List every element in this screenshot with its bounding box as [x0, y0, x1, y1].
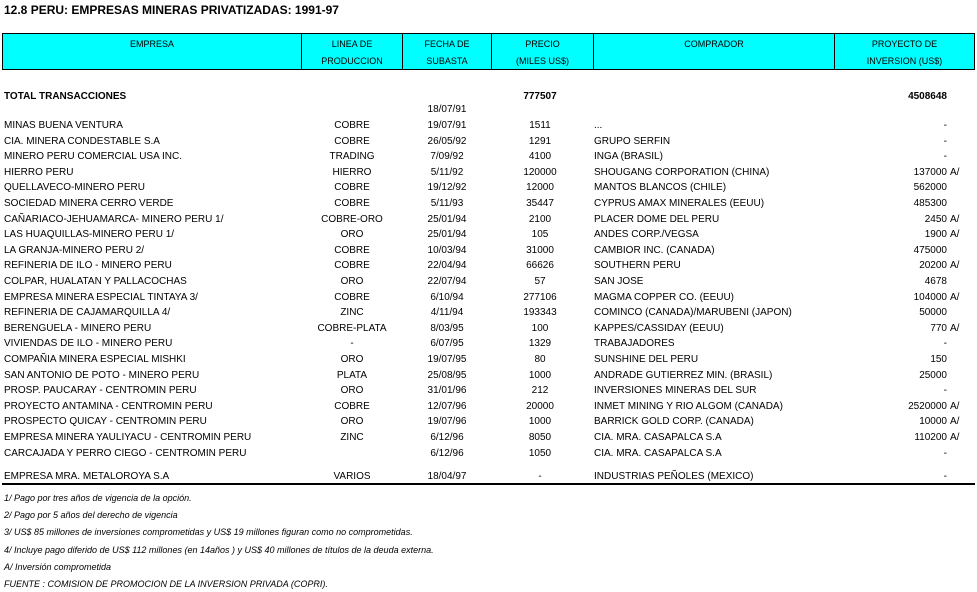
precio-cell: 12000	[526, 182, 554, 194]
inversion-cell: -	[943, 385, 947, 397]
comprador-cell: SAN JOSE	[594, 276, 644, 287]
empresa-cell: SAN ANTONIO DE POTO - MINERO PERU	[4, 369, 200, 381]
inversion-note-cell: A/	[950, 213, 960, 225]
table-row	[0, 400, 977, 413]
precio-cell: 193343	[523, 307, 557, 319]
comprador-cell: INMET MINING Y RIO ALGOM (CANADA)	[594, 400, 783, 412]
header-inversion: PROYECTO DE INVERSION (US$)	[866, 39, 943, 66]
fecha-cell: 10/03/94	[427, 244, 467, 256]
footnote: 3/ US$ 85 millones de inversiones comprometidas y US$ 19 millones figuran como no comprometidas.	[4, 527, 413, 538]
table-row	[0, 135, 977, 148]
comprador-cell: CIA. MRA. CASAPALCA S.A	[594, 447, 722, 459]
precio-cell: 1000	[528, 416, 552, 428]
comprador-cell: BARRICK GOLD CORP. (CANADA)	[594, 416, 754, 428]
footnote: A/ Inversión comprometida	[4, 561, 112, 572]
table-header	[2, 33, 975, 70]
table-row	[0, 244, 977, 257]
inversion-cell: 475000	[913, 244, 947, 256]
table-row	[0, 291, 977, 304]
empresa-cell: CIA. MINERA CONDESTABLE S.A	[4, 135, 160, 147]
linea-cell: COBRE	[334, 291, 370, 303]
table-row	[0, 150, 977, 163]
precio-cell: -	[538, 471, 542, 482]
linea-cell: COBRE-PLATA	[317, 322, 387, 334]
empresa-cell: REFINERIA DE ILO - MINERO PERU	[4, 260, 172, 272]
fecha-cell: 25/01/94	[427, 229, 467, 241]
table-row	[0, 119, 977, 132]
footnote: FUENTE : COMISION DE PROMOCION DE LA INVERSION PRIVADA (COPRI).	[4, 579, 328, 589]
inversion-cell: 485300	[913, 198, 947, 209]
total-label: TOTAL TRANSACCIONES	[4, 91, 127, 102]
linea-cell: -	[350, 338, 354, 350]
linea-cell: ORO	[340, 416, 364, 428]
linea-cell: ORO	[340, 354, 364, 365]
linea-cell: ZINC	[340, 432, 364, 443]
empresa-cell: COLPAR, HUALATAN Y PALLACOCHAS	[4, 276, 187, 287]
linea-cell: COBRE	[334, 135, 370, 147]
comprador-cell: INDUSTRIAS PEÑOLES (MEXICO)	[594, 471, 754, 482]
precio-cell: 120000	[523, 166, 557, 178]
inversion-cell: -	[943, 471, 947, 482]
empresa-cell: PROSPECTO QUICAY - CENTROMIN PERU	[4, 416, 207, 428]
linea-cell: COBRE	[334, 400, 370, 412]
inversion-cell: 2520000	[908, 400, 947, 412]
comprador-cell: SHOUGANG CORPORATION (CHINA)	[594, 166, 770, 178]
table-row	[0, 447, 977, 460]
fecha-cell: 6/07/95	[430, 338, 464, 350]
inversion-cell: 137000	[913, 166, 947, 178]
empresa-cell: SOCIEDAD MINERA CERRO VERDE	[4, 198, 174, 209]
comprador-cell: PLACER DOME DEL PERU	[594, 213, 720, 225]
inversion-note-cell: A/	[950, 291, 960, 303]
footnote: 2/ Pago por 5 años del derecho de vigencia	[4, 510, 178, 521]
fecha-cell: 5/11/92	[430, 166, 464, 178]
precio-cell: 1291	[528, 135, 552, 147]
precio-cell: 100	[531, 322, 549, 334]
empresa-cell: EMPRESA MRA. METALOROYA S.A	[4, 471, 170, 482]
precio-cell: 20000	[526, 400, 554, 412]
fecha-cell: 31/01/96	[427, 385, 467, 397]
comprador-cell: TRABAJADORES	[594, 338, 675, 350]
table-row	[0, 306, 977, 319]
fecha-cell: 19/07/95	[427, 354, 467, 365]
inversion-cell: -	[943, 338, 947, 350]
linea-cell: COBRE	[334, 260, 370, 272]
precio-cell: 277106	[523, 291, 557, 303]
precio-cell: 105	[531, 229, 549, 241]
table-row	[0, 228, 977, 241]
fecha-cell: 26/05/92	[427, 135, 467, 147]
precio-cell: 57	[534, 276, 546, 287]
inversion-cell: 4678	[924, 276, 947, 287]
table-row	[0, 181, 977, 194]
empresa-cell: PROSP. PAUCARAY - CENTROMIN PERU	[4, 385, 197, 397]
fecha-cell: 25/08/95	[427, 369, 467, 381]
comprador-cell: ANDES CORP./VEGSA	[594, 229, 699, 241]
fecha-cell: 22/04/94	[427, 260, 467, 272]
empresa-cell: VIVIENDAS DE ILO - MINERO PERU	[4, 338, 173, 350]
table-row	[0, 369, 977, 382]
table-row	[0, 213, 977, 226]
table-row	[0, 384, 977, 397]
table-row	[0, 337, 977, 350]
fecha-cell: 8/03/95	[430, 322, 464, 334]
inversion-cell: -	[943, 151, 947, 163]
fecha-cell: 19/07/96	[427, 416, 467, 428]
header-empresa: EMPRESA	[3, 34, 302, 69]
fecha-cell: 19/12/92	[427, 182, 467, 194]
empresa-cell: EMPRESA MINERA ESPECIAL TINTAYA 3/	[4, 291, 198, 303]
fecha-cell: 18/04/97	[427, 471, 467, 482]
inversion-note-cell: A/	[950, 229, 960, 241]
linea-cell: TRADING	[329, 151, 375, 163]
total-precio: 777507	[523, 91, 557, 102]
linea-cell: PLATA	[336, 369, 368, 381]
inversion-cell: 1900	[924, 229, 947, 241]
inversion-note-cell: A/	[950, 166, 960, 178]
empresa-cell: MINERO PERU COMERCIAL USA INC.	[4, 151, 182, 163]
header-comprador: COMPRADOR	[594, 34, 835, 69]
precio-cell: 2100	[528, 213, 552, 225]
empresa-cell: EMPRESA MINERA YAULIYACU - CENTROMIN PERU	[4, 432, 252, 443]
fecha-cell: 25/01/94	[427, 213, 467, 225]
linea-cell: COBRE	[334, 182, 370, 194]
table-row	[0, 431, 977, 444]
empresa-cell: HIERRO PERU	[4, 166, 74, 178]
inversion-cell: 770	[930, 322, 947, 334]
comprador-cell: CIA. MRA. CASAPALCA S.A	[594, 432, 722, 443]
fecha-cell: 6/12/96	[430, 447, 464, 459]
linea-cell: COBRE	[334, 244, 370, 256]
fecha-cell: 6/12/96	[430, 432, 464, 443]
inversion-note-cell: A/	[950, 260, 960, 272]
inversion-cell: 104000	[913, 291, 947, 303]
linea-cell: COBRE	[334, 120, 370, 131]
inversion-cell: 562000	[913, 182, 947, 194]
comprador-cell: CAMBIOR INC. (CANADA)	[594, 244, 715, 256]
comprador-cell: MANTOS BLANCOS (CHILE)	[594, 182, 727, 194]
fecha-cell: 12/07/96	[427, 400, 467, 412]
total-row	[0, 90, 977, 102]
precio-cell: 4100	[528, 151, 552, 163]
comprador-cell: INGA (BRASIL)	[594, 151, 663, 163]
precio-cell: 8050	[528, 432, 552, 443]
comprador-cell: SOUTHERN PERU	[594, 260, 681, 272]
comprador-cell: ...	[594, 120, 603, 131]
fecha-cell: 5/11/93	[430, 198, 464, 209]
table-row	[0, 322, 977, 335]
inversion-note-cell: A/	[950, 400, 960, 412]
total-inversion: 4508648	[908, 91, 947, 102]
precio-cell: 66626	[526, 260, 554, 272]
comprador-cell: SUNSHINE DEL PERU	[594, 354, 699, 365]
linea-cell: COBRE-ORO	[321, 213, 383, 225]
inversion-note-cell: A/	[950, 322, 960, 334]
comprador-cell: GRUPO SERFIN	[594, 135, 671, 147]
inversion-cell: -	[943, 447, 947, 459]
table-row	[0, 275, 977, 288]
empresa-cell: LA GRANJA-MINERO PERU 2/	[4, 244, 145, 256]
empresa-cell: REFINERIA DE CAJAMARQUILLA 4/	[4, 307, 171, 319]
pre-date-row	[0, 103, 977, 116]
fecha-cell: 4/11/94	[430, 307, 464, 319]
fecha-cell: 22/07/94	[427, 276, 467, 287]
empresa-cell: COMPAÑIA MINERA ESPECIAL MISHKI	[4, 354, 186, 365]
linea-cell: ORO	[340, 229, 364, 241]
precio-cell: 212	[531, 385, 549, 397]
precio-cell: 1050	[528, 447, 552, 459]
comprador-cell: KAPPES/CASSIDAY (EEUU)	[594, 322, 724, 334]
inversion-cell: 150	[930, 354, 947, 365]
inversion-cell: 25000	[919, 369, 947, 381]
header-linea: LINEA DE PRODUCCION	[302, 34, 403, 69]
precio-cell: 1000	[528, 369, 552, 381]
inversion-note-cell: A/	[950, 416, 960, 428]
empresa-cell: MINAS BUENA VENTURA	[4, 120, 123, 131]
table-row	[0, 259, 977, 272]
table-row	[0, 353, 977, 366]
empresa-cell: CAÑARIACO-JEHUAMARCA- MINERO PERU 1/	[4, 213, 224, 225]
inversion-cell: 20200	[919, 260, 947, 272]
inversion-cell: 2450	[924, 213, 947, 225]
empresa-cell: BERENGUELA - MINERO PERU	[4, 322, 152, 334]
linea-cell: ORO	[340, 385, 364, 397]
linea-cell: ZINC	[340, 307, 364, 319]
empresa-cell: QUELLAVECO-MINERO PERU	[4, 182, 145, 194]
precio-cell: 31000	[526, 244, 554, 256]
fecha-cell: 6/10/94	[430, 291, 464, 303]
inversion-note-cell: A/	[950, 432, 960, 443]
inversion-cell: 110200	[914, 432, 947, 443]
table-row	[0, 197, 977, 210]
precio-cell: 1511	[529, 120, 551, 131]
comprador-cell: ANDRADE GUTIERREZ MIN. (BRASIL)	[594, 369, 773, 381]
empresa-cell: LAS HUAQUILLAS-MINERO PERU 1/	[4, 229, 175, 241]
table-row	[0, 415, 977, 428]
empresa-cell: CARCAJADA Y PERRO CIEGO - CENTROMIN PERU	[4, 447, 247, 459]
table-bottom-rule	[2, 483, 975, 485]
inversion-cell: -	[943, 120, 947, 131]
inversion-cell: 10000	[919, 416, 947, 428]
inversion-cell: 50000	[919, 307, 947, 319]
fecha-cell: 7/09/92	[430, 151, 464, 163]
page-title: 12.8 PERU: EMPRESAS MINERAS PRIVATIZADAS: 1991-97	[4, 3, 339, 17]
comprador-cell: INVERSIONES MINERAS DEL SUR	[594, 385, 757, 397]
fecha-cell: 19/07/91	[427, 120, 467, 131]
linea-cell: HIERRO	[332, 166, 372, 178]
linea-cell: ORO	[340, 276, 364, 287]
footnote: 1/ Pago por tres años de vigencia de la opción.	[4, 493, 192, 503]
footnote: 4/ Incluye pago diferido de US$ 112 millones (en 14años ) y US$ 40 millones de títulos de la deuda externa.	[4, 544, 434, 555]
empresa-cell: PROYECTO ANTAMINA - CENTROMIN PERU	[4, 400, 213, 412]
comprador-cell: MAGMA COPPER CO. (EEUU)	[594, 291, 735, 303]
comprador-cell: CYPRUS AMAX MINERALES (EEUU)	[594, 198, 765, 209]
linea-cell: COBRE	[334, 198, 370, 209]
header-precio: PRECIO (MILES US$)	[492, 34, 594, 69]
comprador-cell: COMINCO (CANADA)/MARUBENI (JAPON)	[594, 307, 792, 319]
header-fecha: FECHA DE SUBASTA	[403, 34, 492, 69]
linea-cell: VARIOS	[333, 471, 371, 482]
inversion-cell: -	[943, 135, 947, 147]
pre-date: 18/07/91	[427, 104, 467, 115]
precio-cell: 35447	[526, 198, 554, 209]
table-row	[0, 166, 977, 179]
precio-cell: 1329	[528, 338, 552, 350]
precio-cell: 80	[534, 354, 546, 365]
table-row	[0, 470, 977, 483]
